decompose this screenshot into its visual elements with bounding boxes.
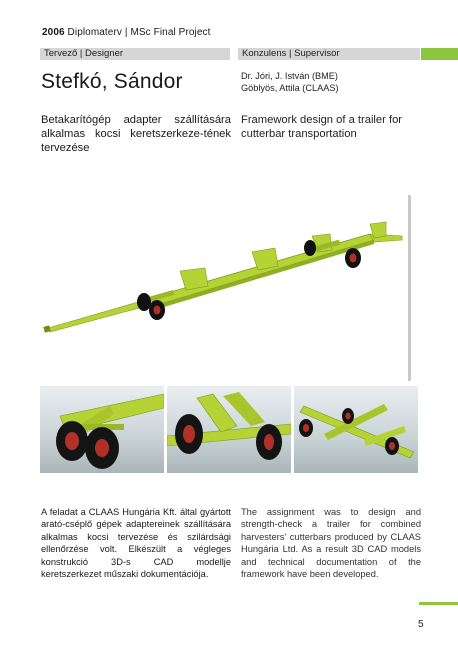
- supervisor-1: Dr. Jóri, J. István (BME): [241, 71, 338, 81]
- supervisor-2: Göblyös, Attila (CLAAS): [241, 83, 339, 93]
- thumbnail-axle-view: [167, 386, 291, 473]
- render-side-bar: [408, 195, 411, 381]
- designer-name: Stefkó, Sándor: [41, 70, 183, 93]
- title-hungarian: Betakarítógép adapter szállítására alkalmas kocsi keretszerkeze-tének tervezése: [41, 114, 231, 154]
- thumbnail-wheel-closeup: [40, 386, 164, 473]
- body-text-english: The assignment was to design and strength-check a trailer for combined harvesters' cutterbars produced by CLAAS Hungária Ltd. As a result 3D CAD models and technical documentation of the framework have been developed.: [241, 507, 421, 580]
- trailer-render-main: [40, 186, 420, 381]
- header-title: Diplomaterv | MSc Final Project: [67, 27, 211, 38]
- header-year: 2006: [42, 27, 65, 38]
- trailer-illustration: [40, 186, 420, 381]
- band-accent: [421, 48, 458, 60]
- supervisor-band: Konzulens | Supervisor: [238, 48, 420, 60]
- page-header: [42, 27, 211, 38]
- detail-thumbnails: [40, 386, 416, 473]
- body-text-hungarian: A feladat a CLAAS Hungária Kft. által gyártott arató-cséplő gépek adaptereinek szállítására alkalmas kocsi tervezése és szilárdsági ellenőrzése volt. Elkészült a végleges konstrukció 3D-s CAD modellje keretszerkezet műszaki dokumentációja.: [41, 507, 231, 580]
- supervisor-list: [241, 70, 339, 94]
- footer-accent: [419, 602, 458, 605]
- designer-band: Tervező | Designer: [40, 48, 230, 60]
- page-number: 5: [418, 619, 424, 630]
- thumbnail-top-view: [294, 386, 418, 473]
- title-english: Framework design of a trailer for cutterbar transportation: [241, 114, 403, 140]
